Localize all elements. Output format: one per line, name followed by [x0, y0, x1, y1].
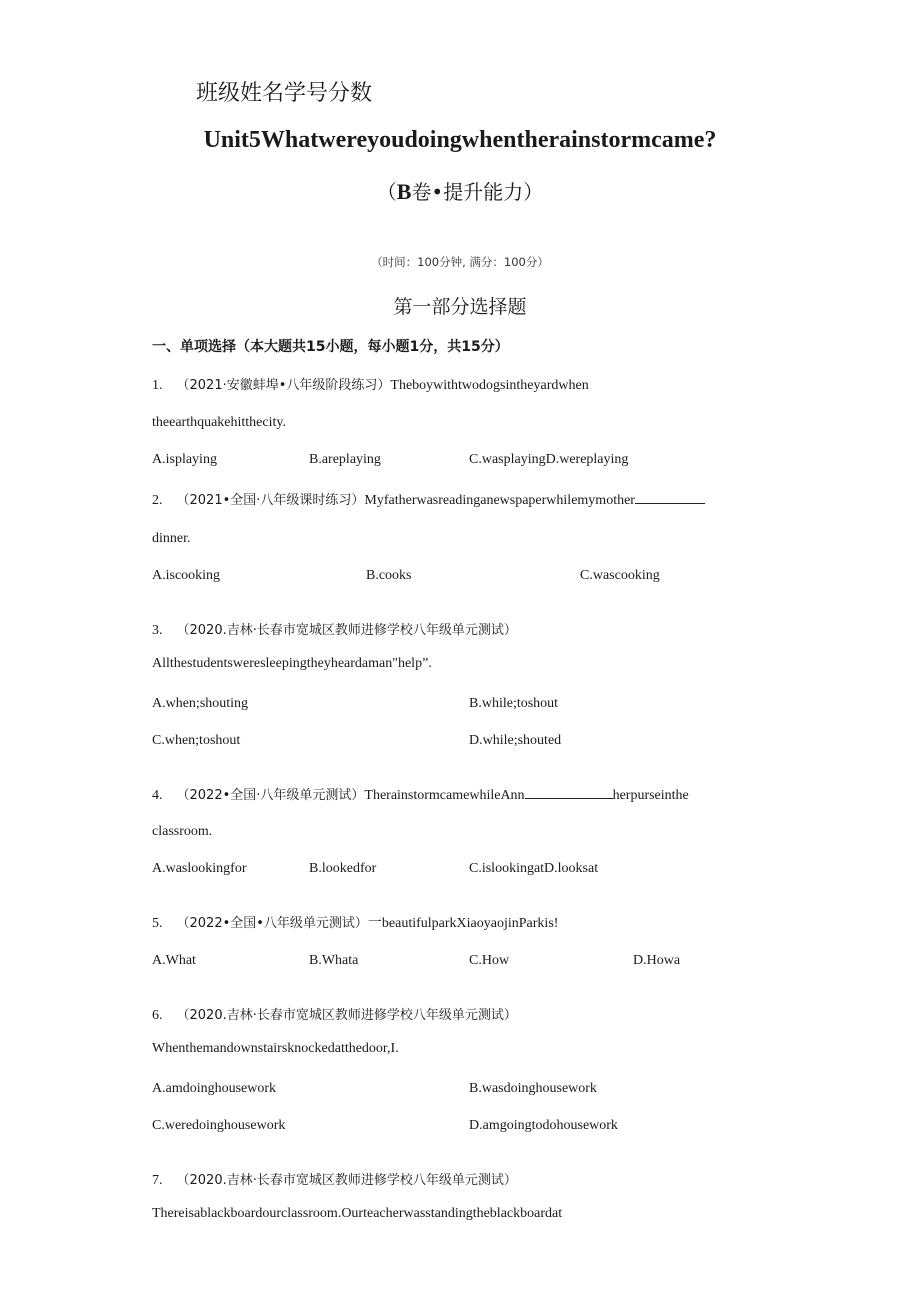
q6-option-a: A.amdoinghousework — [152, 1081, 277, 1096]
q4-option-cd: C.islookingatD.looksat — [469, 861, 599, 876]
q1-option-a: A.isplaying — [152, 452, 217, 467]
q2-option-c: C.wascooking — [580, 568, 660, 583]
question-4-line1: 4. （2022•全国·八年级单元测试）TherainstormcamewhileAnn herpurseinthe — [152, 788, 689, 803]
q3-option-b: B.while;toshout — [469, 696, 559, 711]
q4-option-a: A.waslookingfor — [152, 861, 247, 876]
question-7-line1: 7. （2020.吉林·长春市宽城区教师进修学校八年级单元测试） — [152, 1173, 517, 1188]
q2-option-b: B.cooks — [366, 568, 412, 583]
q6-option-d: D.amgoingtodohousework — [469, 1118, 618, 1133]
q6-option-c: C.weredoinghousework — [152, 1118, 286, 1133]
q2-option-a: A.iscooking — [152, 568, 221, 583]
q1-option-cd: C.wasplayingD.wereplaying — [469, 452, 629, 467]
q5-option-c: C.How — [469, 953, 510, 968]
time-note: （时间：100分钟, 满分：100分） — [371, 255, 549, 269]
question-2-line2: dinner. — [152, 531, 191, 546]
q5-option-a: A.What — [152, 953, 196, 968]
answer-blank — [635, 491, 705, 504]
question-2-line1: 2. （2021•全国·八年级课时练习）Myfatherwasreadinganewspaperwhilemymother — [152, 489, 705, 509]
question-4-line2: classroom. — [152, 824, 213, 839]
question-6-line1: 6. （2020.吉林·长春市宽城区教师进修学校八年级单元测试） — [152, 1008, 517, 1023]
q3-option-c: C.when;toshout — [152, 733, 241, 748]
student-info-line: 班级姓名学号分数 — [196, 81, 373, 106]
q4-option-b: B.lookedfor — [309, 861, 377, 876]
question-3-line1: 3. （2020.吉林·长春市宽城区教师进修学校八年级单元测试） — [152, 623, 517, 638]
paper-subtitle: （B卷•提升能力） — [376, 179, 544, 204]
unit-title: Unit5Whatwereyoudoingwhentherainstormcame? — [203, 127, 717, 153]
question-6-line2: Whenthemandownstairsknockedatthedoor,I. — [152, 1041, 399, 1056]
part-heading: 第一部分选择题 — [393, 296, 527, 318]
question-1-line1: 1. （2021·安徽蚌埠•八年级阶段练习）Theboywithtwodogsintheyardwhen — [152, 378, 589, 393]
q6-option-b: B.wasdoinghousework — [469, 1081, 597, 1096]
q5-option-b: B.Whata — [309, 953, 359, 968]
q5-option-d: D.Howa — [633, 953, 681, 968]
section-heading: 一、单项选择（本大题共15小题，每小题1分，共15分） — [152, 339, 509, 355]
q3-option-d: D.while;shouted — [469, 733, 562, 748]
question-5-line1: 5. （2022•全国•八年级单元测试）一beautifulparkXiaoyaojinParkis! — [152, 916, 559, 931]
q3-option-a: A.when;shouting — [152, 696, 249, 711]
answer-blank — [525, 786, 613, 799]
question-3-line2: Allthestudentsweresleepingtheyheardaman"help”. — [152, 656, 432, 671]
question-7-line2: Thereisablackboardourclassroom.Ourteacherwasstandingtheblackboardat — [152, 1206, 563, 1221]
q1-option-b: B.areplaying — [309, 452, 381, 467]
question-1-line2: theearthquakehitthecity. — [152, 415, 286, 430]
